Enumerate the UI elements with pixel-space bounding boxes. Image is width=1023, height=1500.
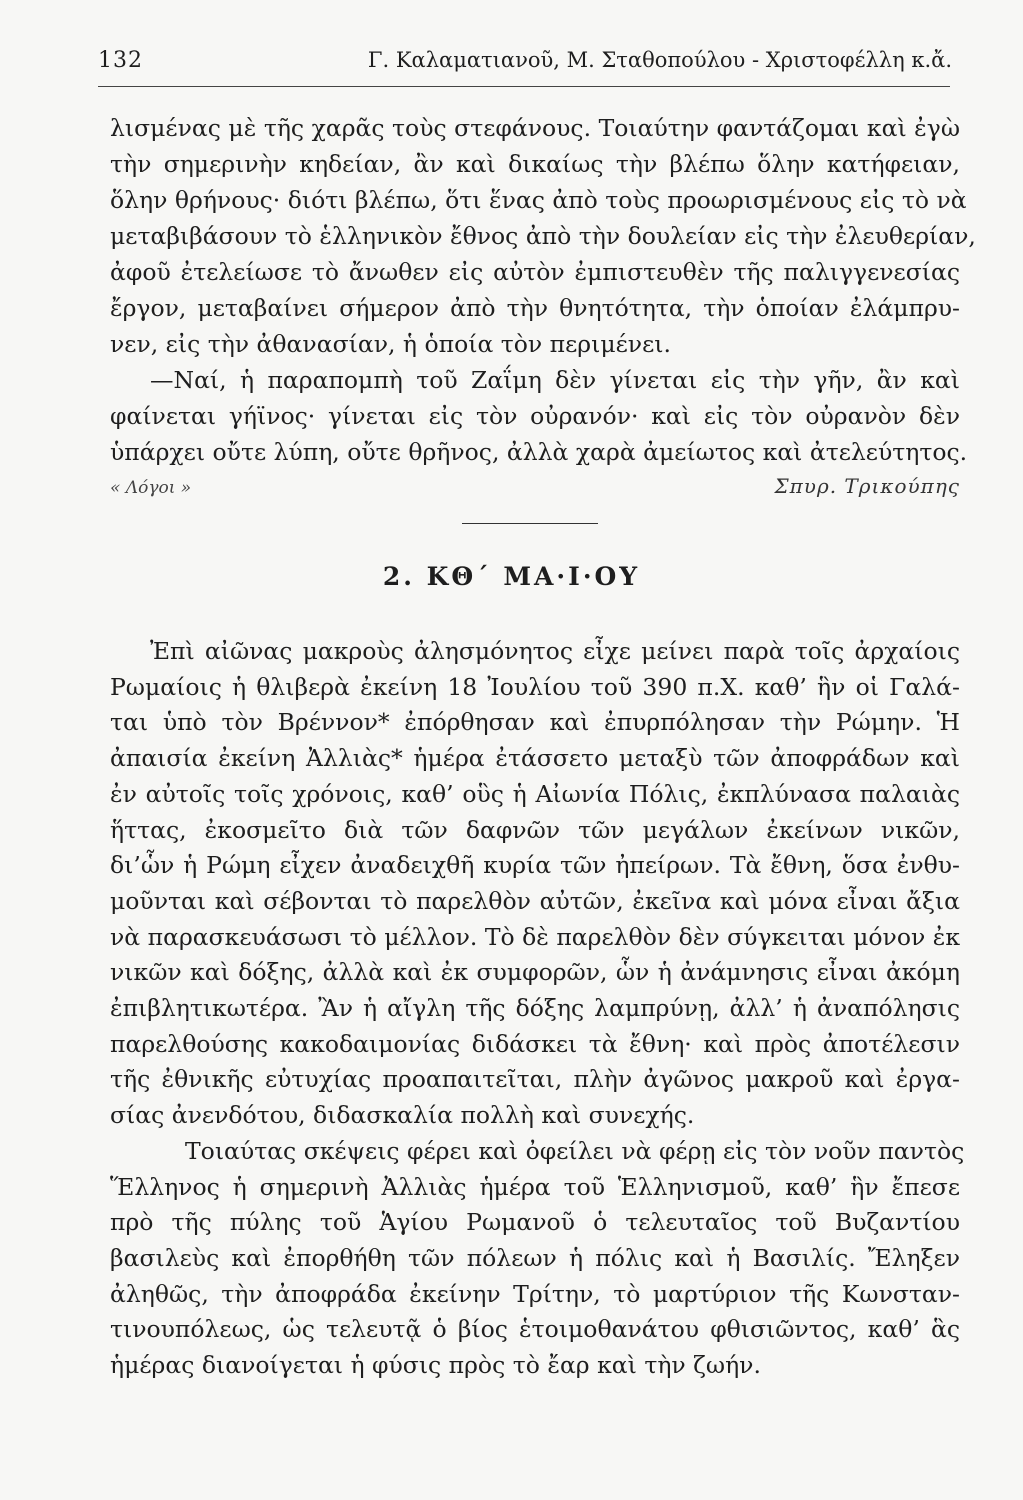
text-line: τῆς ἐθνικῆς εὐτυχίας προαπαιτεῖται, πλὴν ἀγῶνος μακροῦ καὶ ἐργα- — [110, 1065, 960, 1094]
text-line: νὰ παρασκευάσωσι τὸ μέλλον. Τὸ δὲ παρελθὸν δὲν σύγκειται μόνον ἐκ — [110, 922, 961, 951]
text-line: σίας ἀνενδότου, διδασκαλία πολλὴ καὶ συνεχής. — [110, 1101, 695, 1130]
text-line: νικῶν καὶ δόξης, ἀλλὰ καὶ ἐκ συμφορῶν, ὧν ἡ ἀνάμνησις εἶναι ἀκόμη — [110, 958, 960, 987]
text-line: ται ὑπὸ τὸν Βρέννον* ἐπόρθησαν καὶ ἐπυρπόλησαν τὴν Ρώμην. Ἡ — [110, 708, 960, 737]
text-line: ἀφοῦ ἐτελείωσε τὸ ἄνωθεν εἰς αὐτὸν ἐμπιστευθὲν τῆς παλιγγενεσίας — [110, 258, 960, 286]
text-line: ἀληθῶς, τὴν ἀποφράδα ἐκείνην Τρίτην, τὸ μαρτύριον τῆς Κωνσταν- — [110, 1279, 960, 1308]
running-head: Γ. Καλαματιανοῦ, Μ. Σταθοπούλου - Χριστοφέλλη κ.ἄ. — [367, 48, 952, 72]
page-header — [98, 44, 952, 84]
text-line: πρὸ τῆς πύλης τοῦ Ἁγίου Ρωμανοῦ ὁ τελευταῖος τοῦ Βυζαντίου — [110, 1208, 960, 1237]
text-line: ἐν αὐτοῖς τοῖς χρόνοις, καθ’ οὓς ἡ Αἰωνία Πόλις, ἐκπλύνασα παλαιὰς — [110, 779, 960, 808]
text-line: ἐπιβλητικωτέρα. Ἂν ἡ αἴγλη τῆς δόξης λαμπρύνῃ, ἀλλ’ ἡ ἀναπόλησις — [110, 994, 960, 1023]
author-signature: Σπυρ. Τρικούπης — [774, 474, 960, 498]
section-text — [110, 634, 965, 1384]
text-line: βασιλεὺς καὶ ἐπορθήθη τῶν πόλεων ἡ πόλις καὶ ἡ Βασιλίς. Ἔληξεν — [110, 1243, 960, 1272]
section-title: 2. ΚΘ΄ ΜΑ·Ι·ΟΥ — [382, 562, 641, 591]
text-line: Ἐπὶ αἰῶνας μακροὺς ἀλησμόνητος εἶχε μείνει παρὰ τοῖς ἀρχαίοις — [150, 637, 960, 665]
text-line: τὴν σημερινὴν κηδείαν, ἂν καὶ δικαίως τὴν βλέπω ὅλην κατήφειαν, — [110, 150, 960, 178]
text-line: ἀπαισία ἐκείνη Ἀλλιὰς* ἡμέρα ἐτάσσετο μεταξὺ τῶν ἀποφράδων καὶ — [110, 744, 960, 773]
header-rule — [98, 86, 950, 87]
text-line: ἔργον, μεταβαίνει σήμερον ἀπὸ τὴν θνητότητα, τὴν ὁποίαν ἐλάμπρυ- — [110, 294, 960, 322]
text-line: ἡμέρας διανοίγεται ἡ φύσις πρὸς τὸ ἔαρ καὶ τὴν ζωήν. — [110, 1351, 761, 1380]
text-line: παρελθούσης κακοδαιμονίας διδάσκει τὰ ἔθνη· καὶ πρὸς ἀποτέλεσιν — [110, 1029, 960, 1058]
text-line: φαίνεται γήϊνος· γίνεται εἰς τὸν οὐρανόν· καὶ εἰς τὸν οὐρανὸν δὲν — [110, 402, 960, 430]
text-line: Τοιαύτας σκέψεις φέρει καὶ ὀφείλει νὰ φέρῃ εἰς τὸν νοῦν παντὸς — [185, 1136, 965, 1165]
text-line: ὅλην θρήνους· διότι βλέπω, ὅτι ἕνας ἀπὸ τοὺς προωρισμένους εἰς τὸ νὰ — [110, 186, 967, 214]
text-line: Ἕλληνος ἡ σημερινὴ Ἀλλιὰς ἡμέρα τοῦ Ἑλληνισμοῦ, καθ’ ἣν ἔπεσε — [110, 1172, 960, 1201]
attribution — [110, 472, 960, 512]
text-line: ἥττας, ἐκοσμεῖτο διὰ τῶν δαφνῶν τῶν μεγάλων ἐκείνων νικῶν, — [110, 815, 960, 844]
page-number: 132 — [98, 48, 143, 73]
text-line: δι’ὧν ἡ Ρώμη εἶχεν ἀναδειχθῆ κυρία τῶν ἠπείρων. Τὰ ἔθνη, ὅσα ἐνθυ- — [110, 851, 960, 880]
source-citation: « Λόγοι » — [110, 478, 192, 498]
text-line: μεταβιβάσουν τὸ ἑλληνικὸν ἔθνος ἀπὸ τὴν δουλείαν εἰς τὴν ἐλευθερίαν, — [110, 222, 976, 250]
section-divider — [462, 523, 598, 524]
text-line: —Ναί, ἡ παραπομπὴ τοῦ Ζαΐμη δὲν γίνεται εἰς τὴν γῆν, ἂν καὶ — [150, 366, 960, 394]
text-line: ὑπάρχει οὔτε λύπη, οὔτε θρῆνος, ἀλλὰ χαρὰ ἀμείωτος καὶ ἀτελεύτητος. — [110, 438, 968, 466]
text-line: νεν, εἰς τὴν ἀθανασίαν, ἡ ὁποία τὸν περιμένει. — [110, 330, 671, 358]
text-line: λισμένας μὲ τῆς χαρᾶς τοὺς στεφάνους. Τοιαύτην φαντάζομαι καὶ ἐγὼ — [110, 114, 960, 142]
text-line: μοῦνται καὶ σέβονται τὸ παρελθὸν αὐτῶν, ἐκεῖνα καὶ μόνα εἶναι ἄξια — [110, 886, 960, 915]
text-line: Ρωμαίοις ἡ θλιβερὰ ἐκείνη 18 Ἰουλίου τοῦ 390 π.Χ. καθ’ ἣν οἱ Γαλά- — [110, 672, 960, 701]
continuation-text — [110, 110, 976, 512]
text-line: τινουπόλεως, ὡς τελευτᾷ ὁ βίος ἑτοιμοθανάτου φθισιῶντος, καθ’ ἃς — [110, 1315, 960, 1344]
